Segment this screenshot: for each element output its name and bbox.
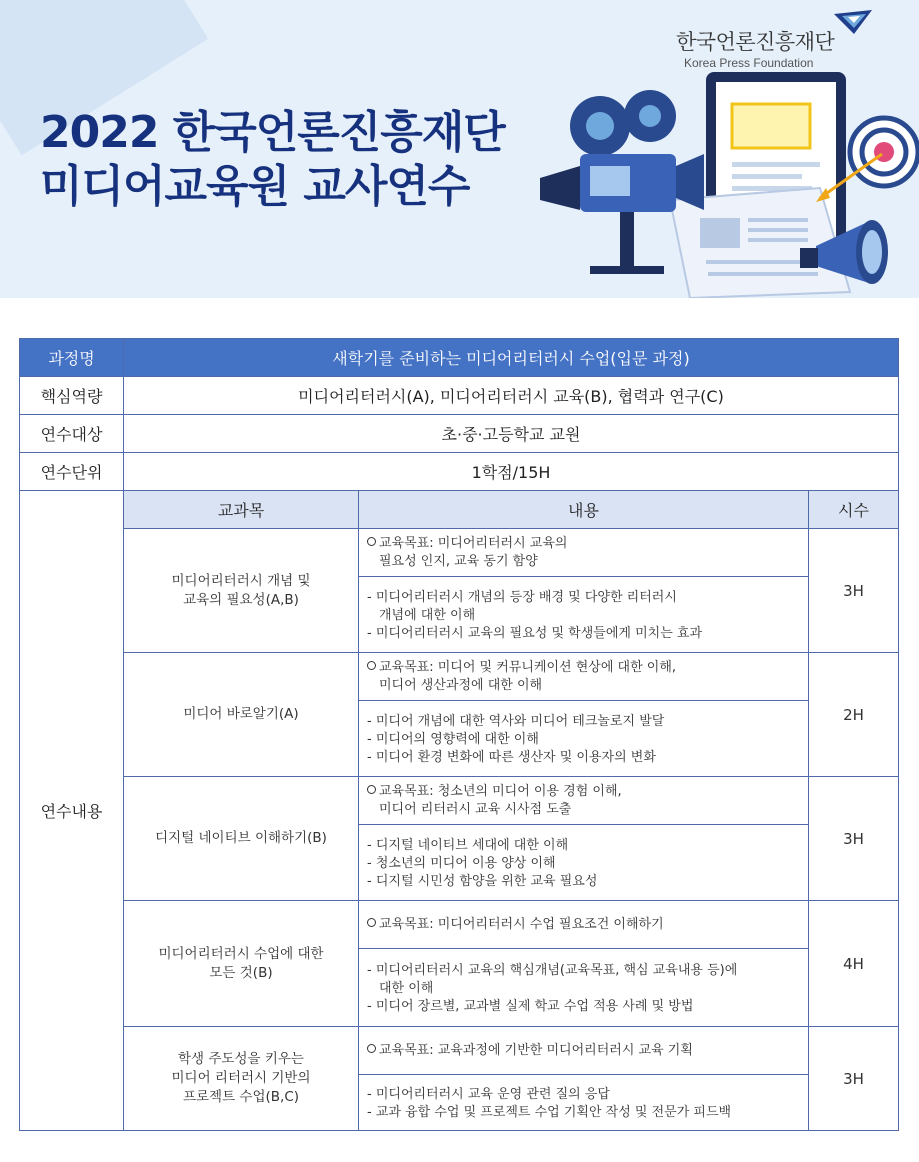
detail-line: - 미디어리터러시 교육 운영 관련 질의 응답: [367, 1086, 610, 1102]
table-row: [20, 777, 899, 825]
table-row: [20, 529, 899, 577]
title-line-2: 미디어교육원 교사연수: [40, 161, 470, 212]
unit-label: 연수단위: [20, 453, 124, 491]
goal-line: 미디어 생산과정에 대한 이해: [379, 677, 543, 693]
detail-cell: [359, 1075, 809, 1131]
subject-cell: [124, 653, 359, 777]
course-name-label: 과정명: [20, 339, 124, 377]
column-header-hours: 시수: [809, 491, 899, 529]
unit-row: [20, 453, 899, 491]
goal-cell: [359, 901, 809, 949]
detail-line: - 미디어의 영향력에 대한 이해: [367, 731, 539, 747]
subject-line: 프로젝트 수업(B,C): [182, 1089, 300, 1105]
goal-line: 교육목표: 교육과정에 기반한 미디어리터러시 교육 기획: [379, 1042, 693, 1058]
column-header-subject: 교과목: [124, 491, 359, 529]
detail-line: - 미디어리터러시 교육의 필요성 및 학생들에게 미치는 효과: [367, 625, 703, 641]
competency-value: 미디어리터러시(A), 미디어리터러시 교육(B), 협력과 연구(C): [124, 377, 899, 415]
goal-line: 교육목표: 청소년의 미디어 이용 경험 이해,: [379, 783, 622, 799]
detail-line: - 미디어 장르별, 교과별 실제 학교 수업 적용 사례 및 방법: [367, 998, 694, 1014]
detail-line: 대한 이해: [379, 980, 434, 996]
hours-cell: 3H: [809, 777, 899, 901]
detail-cell: [359, 701, 809, 777]
hours-cell: 3H: [809, 529, 899, 653]
course-name-row: [20, 339, 899, 377]
subject-line: 학생 주도성을 키우는: [178, 1051, 304, 1067]
subject-line: 교육의 필요성(A,B): [183, 591, 299, 608]
goal-line: 미디어 리터러시 교육 시사점 도출: [379, 801, 572, 817]
hours-cell: 3H: [809, 1027, 899, 1131]
subject-cell: [124, 777, 359, 901]
header-banner: [0, 0, 919, 298]
goal-line: 교육목표: 미디어리터러시 교육의: [379, 535, 568, 551]
competency-row: [20, 377, 899, 415]
target-row: [20, 415, 899, 453]
subject-line: 모든 것(B): [209, 964, 273, 981]
goal-line: 교육목표: 미디어 및 커뮤니케이션 현상에 대한 이해,: [379, 659, 677, 675]
subject-line: 미디어리터러시 수업에 대한: [158, 945, 324, 962]
bullet-circle-icon: [367, 1044, 376, 1053]
bullet-circle-icon: [367, 661, 376, 670]
goal-cell: [359, 1027, 809, 1075]
table-row: [20, 901, 899, 949]
kpf-logo-icon: [832, 8, 876, 38]
detail-line: - 디지털 시민성 함양을 위한 교육 필요성: [367, 873, 598, 889]
bullet-circle-icon: [367, 785, 376, 794]
bullet-circle-icon: [367, 537, 376, 546]
detail-line: 개념에 대한 이해: [379, 607, 476, 623]
goal-cell: [359, 529, 809, 577]
hours-cell: 4H: [809, 901, 899, 1027]
subject-line: 미디어리터러시 개념 및: [171, 572, 311, 589]
goal-cell: [359, 777, 809, 825]
target-label: 연수대상: [20, 415, 124, 453]
content-section-label: 연수내용: [20, 491, 124, 1131]
table-row: [20, 653, 899, 701]
subject-line: 미디어 리터러시 기반의: [171, 1070, 311, 1086]
detail-cell: [359, 825, 809, 901]
subject-cell: [124, 901, 359, 1027]
media-illustration: [520, 70, 919, 298]
table-row: [20, 1027, 899, 1075]
target-value: 초·중·고등학교 교원: [124, 415, 899, 453]
detail-line: - 미디어 개념에 대한 역사와 미디어 테크놀로지 발달: [367, 713, 665, 729]
subject-line: 디지털 네이티브 이해하기(B): [155, 830, 327, 846]
course-info-table: [19, 338, 899, 1131]
logo-english-text: Korea Press Foundation: [684, 56, 814, 70]
detail-cell: [359, 577, 809, 653]
title-line-1: 2022 한국언론진흥재단: [40, 107, 505, 158]
unit-value: 1학점/15H: [124, 453, 899, 491]
hours-cell: 2H: [809, 653, 899, 777]
detail-line: - 미디어리터러시 개념의 등장 배경 및 다양한 리터러시: [367, 589, 677, 605]
subject-cell: [124, 1027, 359, 1131]
detail-line: - 교과 융합 수업 및 프로젝트 수업 기획안 작성 및 전문가 피드백: [367, 1104, 732, 1120]
column-header-content: 내용: [359, 491, 809, 529]
bullet-circle-icon: [367, 918, 376, 927]
logo-korean-text: 한국언론진흥재단: [676, 30, 835, 54]
subject-cell: [124, 529, 359, 653]
competency-label: 핵심역량: [20, 377, 124, 415]
content-header-row: [20, 491, 899, 529]
detail-line: - 디지털 네이티브 세대에 대한 이해: [367, 837, 569, 853]
detail-line: - 청소년의 미디어 이용 양상 이해: [367, 855, 556, 871]
page-title: [40, 106, 505, 214]
kpf-logo: [676, 8, 876, 78]
subject-line: 미디어 바로알기(A): [183, 706, 299, 722]
goal-line: 교육목표: 미디어리터러시 수업 필요조건 이해하기: [379, 916, 664, 932]
course-name-value: 새학기를 준비하는 미디어리터러시 수업(입문 과정): [124, 339, 899, 377]
goal-cell: [359, 653, 809, 701]
detail-line: - 미디어 환경 변화에 따른 생산자 및 이용자의 변화: [367, 749, 656, 765]
goal-line: 필요성 인지, 교육 동기 함양: [379, 553, 538, 569]
detail-line: - 미디어리터러시 교육의 핵심개념(교육목표, 핵심 교육내용 등)에: [367, 962, 738, 978]
detail-cell: [359, 949, 809, 1027]
